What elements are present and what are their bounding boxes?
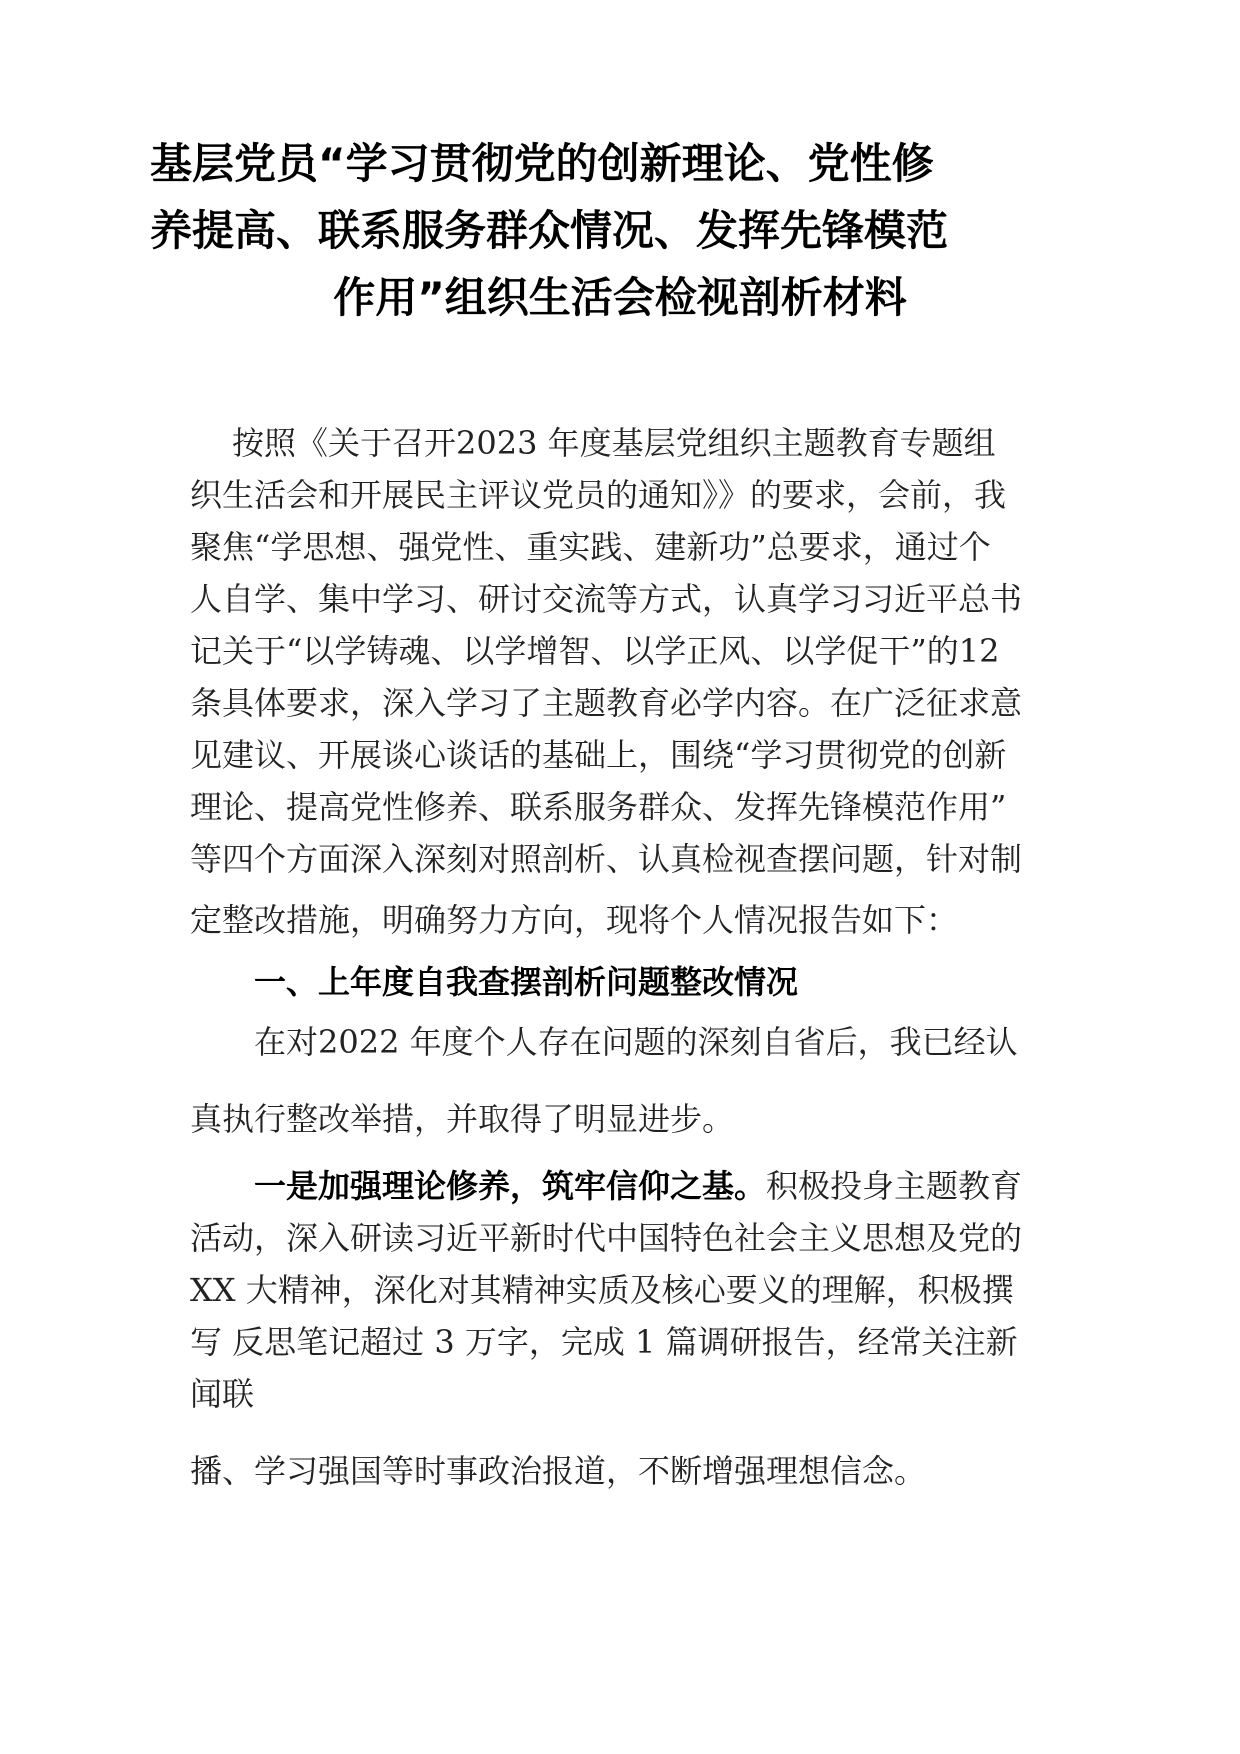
point1-lead: 一是加强理论修养，筑牢信仰之基。 — [254, 1167, 767, 1205]
intro-line-10: 定整改措施，明确努力方向，现将个人情况报告如下： — [190, 901, 959, 939]
point1-first-rest: 积极投身主题教育 — [766, 1167, 1023, 1205]
intro-line-1: 按照《关于召开2023 年度基层党组织主题教育专题组 — [232, 424, 996, 462]
intro-line-2: 织生活会和开展民主评议党员的通知》》的要求，会前，我 — [190, 476, 1007, 514]
point1-line-3: XX 大精神，深化对其精神实质及核心要义的理解，积极撰 — [190, 1271, 1014, 1309]
section1-line-1: 在对2022 年度个人存在问题的深刻自省后，我已经认 — [254, 1023, 1018, 1061]
point1-line-5: 闻联 — [190, 1375, 255, 1413]
intro-line-8: 理论、提高党性修养、联系服务群众、发挥先锋模范作用” — [190, 788, 1007, 826]
title-line-1: 基层党员“学习贯彻党的创新理论、党性修 — [150, 139, 934, 188]
point1-line-2: 活动，深入研读习近平新时代中国特色社会主义思想及党的 — [190, 1219, 1023, 1257]
point1-line-4: 写 反思笔记超过 3 万字，完成 1 篇调研报告，经常关注新 — [190, 1323, 1018, 1361]
intro-line-7: 见建议、开展谈心谈话的基础上，围绕“学习贯彻党的创新 — [190, 736, 1007, 774]
point1-line-6: 播、学习强国等时事政治报道，不断增强理想信念。 — [190, 1452, 927, 1490]
intro-line-6: 条具体要求，深入学习了主题教育必学内容。在广泛征求意 — [190, 684, 1023, 722]
title-line-3: 作用”组织生活会检视剖析材料 — [333, 273, 907, 322]
document-title — [150, 130, 1090, 331]
intro-line-4: 人自学、集中学习、研讨交流等方式，认真学习习近平总书 — [190, 580, 1023, 618]
intro-line-3: 聚焦“学思想、强党性、重实践、建新功”总要求，通过个 — [190, 528, 991, 566]
section1-line-2: 真执行整改举措，并取得了明显进步。 — [190, 1100, 735, 1138]
section-heading: 一、上年度自我查摆剖析问题整改情况 — [254, 963, 799, 1001]
point1-line-1 — [254, 1166, 1022, 1206]
intro-line-9: 等四个方面深入深刻对照剖析、认真检视查摆问题，针对制 — [190, 840, 1023, 878]
intro-line-5: 记关于“以学铸魂、以学增智、以学正风、以学促干”的12 — [190, 632, 1000, 670]
title-line-2: 养提高、联系服务群众情况、发挥先锋模范 — [150, 206, 949, 255]
